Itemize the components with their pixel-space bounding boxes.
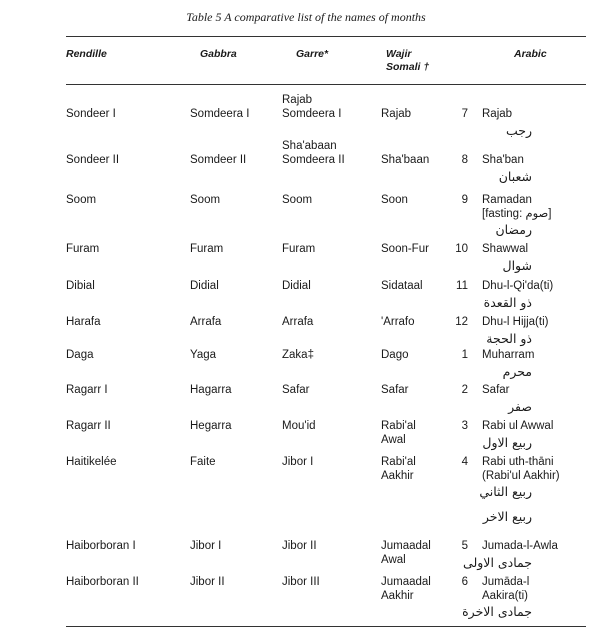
cell-gabbra xyxy=(190,456,216,470)
cell-arabic-line: Dhu-l-Qi'da(ti) xyxy=(482,280,554,292)
cell-wajir-somali xyxy=(381,456,416,483)
cell-arabic xyxy=(482,349,534,380)
cell-wajir-somali-line: Awal xyxy=(381,553,406,566)
cell-wajir-somali xyxy=(381,280,423,294)
cell-month-number xyxy=(448,108,468,122)
cell-garre-line: Mou'id xyxy=(282,420,316,432)
header-garre: Garre* xyxy=(296,48,329,60)
cell-rendille xyxy=(66,194,96,208)
cell-arabic xyxy=(479,456,560,525)
cell-arabic xyxy=(482,108,532,139)
cell-garre-line: Somdeera II xyxy=(282,153,345,166)
cell-rendille-line: Haitikelée xyxy=(66,456,117,468)
cell-month-number xyxy=(448,154,468,168)
cell-gabbra xyxy=(190,384,232,398)
cell-wajir-somali xyxy=(381,194,408,208)
cell-arabic-line: Dhu-l Hijja(ti) xyxy=(482,316,549,328)
cell-arabic-line: Rabi ul Awwal xyxy=(482,420,554,432)
cell-garre xyxy=(282,280,311,294)
cell-wajir-somali xyxy=(381,349,409,363)
cell-rendille-line: Soom xyxy=(66,194,97,206)
cell-gabbra-line: Arrafa xyxy=(190,316,222,328)
cell-arabic xyxy=(482,420,553,451)
header-arabic: Arabic xyxy=(514,48,547,60)
arabic-script-name: ذو الحجة xyxy=(486,330,532,346)
arabic-script-name: محرم xyxy=(502,363,532,379)
cell-rendille xyxy=(66,154,119,168)
cell-rendille-line: Sondeer II xyxy=(66,154,120,166)
cell-wajir-somali-line: 'Arrafo xyxy=(381,316,415,328)
cell-garre-line: Soom xyxy=(282,194,313,206)
cell-arabic-line: [fasting: صوم] xyxy=(482,207,552,220)
cell-arabic-line: Safar xyxy=(482,384,510,396)
cell-garre xyxy=(282,420,316,434)
cell-garre-line: Sha'abaan xyxy=(282,140,337,152)
cell-wajir-somali xyxy=(381,384,409,398)
cell-rendille xyxy=(66,384,108,398)
header-gabbra: Gabbra xyxy=(200,48,237,60)
arabic-script-name: رمضان xyxy=(495,222,532,237)
cell-month-number-line: 8 xyxy=(461,154,468,166)
cell-rendille-line: Ragarr I xyxy=(66,384,108,396)
cell-garre-line: Furam xyxy=(282,243,316,255)
cell-gabbra xyxy=(190,154,246,168)
cell-wajir-somali xyxy=(381,420,416,447)
cell-arabic-line: Aakira(ti) xyxy=(482,589,529,602)
cell-wajir-somali-line: Rajab xyxy=(381,108,412,120)
cell-month-number xyxy=(448,194,468,208)
arabic-script-name: ربيع الاول xyxy=(482,434,532,450)
cell-gabbra-line: Didial xyxy=(190,280,219,292)
cell-wajir-somali xyxy=(381,243,429,257)
cell-garre xyxy=(282,194,312,208)
cell-month-number-line: 11 xyxy=(456,280,468,292)
cell-garre xyxy=(282,349,314,363)
cell-wajir-somali xyxy=(381,108,411,122)
cell-garre xyxy=(282,540,317,554)
cell-rendille xyxy=(66,349,94,363)
cell-arabic-line: Muharram xyxy=(482,349,535,361)
arabic-script-name: صفر xyxy=(508,398,532,414)
cell-arabic xyxy=(482,280,553,311)
cell-rendille-line: Daga xyxy=(66,349,94,361)
cell-gabbra xyxy=(190,540,221,554)
cell-wajir-somali-line: Aakhir xyxy=(381,589,414,602)
cell-gabbra xyxy=(190,108,249,122)
cell-arabic-line: Jumada-l-Awla xyxy=(482,540,558,552)
cell-arabic xyxy=(482,194,552,238)
cell-wajir-somali-line: Soon xyxy=(381,194,408,206)
cell-month-number-line: 3 xyxy=(461,420,468,432)
cell-gabbra-line: Somdeer II xyxy=(190,154,247,166)
cell-rendille-line: Ragarr II xyxy=(66,420,111,432)
cell-wajir-somali-line: Jumaadal xyxy=(381,540,431,552)
cell-gabbra-line: Jibor I xyxy=(190,540,222,552)
cell-month-number xyxy=(448,576,468,590)
arabic-script-name: رجب xyxy=(505,122,532,138)
cell-gabbra xyxy=(190,243,223,257)
cell-rendille-line: Haiborboran I xyxy=(66,540,136,552)
cell-rendille xyxy=(66,280,95,294)
cell-arabic-line: Shawwal xyxy=(482,243,529,255)
header-rendille: Rendille xyxy=(66,48,107,60)
cell-arabic xyxy=(463,540,558,571)
cell-wajir-somali xyxy=(381,154,429,168)
header-rule xyxy=(66,84,586,85)
header-wajir-line1: Wajir xyxy=(386,48,412,60)
cell-wajir-somali-line: Aakhir xyxy=(381,469,414,482)
cell-rendille xyxy=(66,108,116,122)
cell-wajir-somali-line: Dago xyxy=(381,349,409,361)
cell-garre xyxy=(282,316,313,330)
cell-gabbra-line: Yaga xyxy=(190,349,217,361)
cell-rendille-line: Furam xyxy=(66,243,100,255)
arabic-script-name: ذو القعدة xyxy=(483,294,532,310)
cell-gabbra-line: Jibor II xyxy=(190,576,225,588)
cell-month-number-line: 12 xyxy=(455,316,468,328)
cell-gabbra xyxy=(190,576,225,590)
cell-month-number xyxy=(448,316,468,330)
cell-arabic-line: Rajab xyxy=(482,108,513,120)
cell-month-number-line: 6 xyxy=(461,576,468,588)
cell-rendille xyxy=(66,456,117,470)
cell-garre-line: Arrafa xyxy=(282,316,314,328)
cell-garre xyxy=(282,243,315,257)
cell-garre-line: Somdeera I xyxy=(282,107,342,120)
header-wajir-line2: Somali † xyxy=(386,61,430,73)
cell-gabbra-line: Hegarra xyxy=(190,420,232,432)
cell-garre-line: Safar xyxy=(282,384,310,396)
cell-month-number xyxy=(448,456,468,470)
cell-wajir-somali-line: Jumaadal xyxy=(381,576,431,588)
cell-month-number-line: 2 xyxy=(461,384,468,396)
cell-gabbra-line: Furam xyxy=(190,243,224,255)
arabic-script-name: جمادى الاولى xyxy=(463,554,532,570)
arabic-script-name: ربيع الاخر xyxy=(482,509,532,524)
cell-month-number-line: 1 xyxy=(461,349,468,361)
cell-arabic-line: Ramadan xyxy=(482,194,532,206)
header-wajir-somali xyxy=(386,48,429,74)
cell-rendille xyxy=(66,243,99,257)
arabic-script-name: شوال xyxy=(502,257,532,273)
cell-garre xyxy=(282,140,345,167)
cell-gabbra xyxy=(190,420,232,434)
cell-gabbra xyxy=(190,349,216,363)
cell-gabbra-line: Faite xyxy=(190,456,216,468)
cell-gabbra xyxy=(190,194,220,208)
cell-arabic-line: (Rabi'ul Aakhir) xyxy=(482,469,560,482)
cell-garre-line: Jibor II xyxy=(282,540,317,552)
cell-month-number-line: 5 xyxy=(461,540,468,552)
cell-gabbra-line: Hagarra xyxy=(190,384,232,396)
bottom-rule xyxy=(66,626,586,627)
cell-wajir-somali-line: Rabi'al xyxy=(381,420,416,432)
cell-rendille-line: Dibial xyxy=(66,280,95,292)
cell-garre-line: Didial xyxy=(282,280,311,292)
cell-wajir-somali xyxy=(381,576,431,603)
cell-rendille xyxy=(66,316,101,330)
cell-wajir-somali-line: Safar xyxy=(381,384,409,396)
cell-rendille-line: Sondeer I xyxy=(66,108,116,120)
cell-garre xyxy=(282,576,320,590)
cell-garre xyxy=(282,384,310,398)
cell-rendille xyxy=(66,576,139,590)
cell-month-number xyxy=(448,349,468,363)
cell-rendille xyxy=(66,420,111,434)
cell-month-number xyxy=(448,540,468,554)
cell-gabbra-line: Somdeera I xyxy=(190,108,250,120)
cell-garre-line: Jibor I xyxy=(282,456,314,468)
cell-month-number-line: 9 xyxy=(461,194,468,206)
cell-month-number xyxy=(448,420,468,434)
arabic-script-name: جمادى الاخرة xyxy=(462,604,532,619)
cell-wajir-somali-line: Soon-Fur xyxy=(381,243,429,255)
cell-arabic xyxy=(462,576,532,620)
top-rule xyxy=(66,36,586,37)
cell-arabic-line: Sha'ban xyxy=(482,154,524,166)
cell-rendille-line: Haiborboran II xyxy=(66,576,139,588)
table-caption: Table 5 A comparative list of the names of months xyxy=(186,10,426,24)
cell-wajir-somali xyxy=(381,540,431,567)
cell-wajir-somali-line: Sidataal xyxy=(381,280,423,292)
cell-month-number xyxy=(448,280,468,294)
cell-gabbra xyxy=(190,280,219,294)
cell-arabic xyxy=(482,243,532,274)
cell-wajir-somali xyxy=(381,316,415,330)
cell-garre-line: Zaka‡ xyxy=(282,349,314,361)
cell-month-number-line: 4 xyxy=(461,456,468,468)
cell-arabic xyxy=(482,384,532,415)
cell-arabic xyxy=(482,316,548,347)
cell-gabbra-line: Soom xyxy=(190,194,221,206)
cell-wajir-somali-line: Awal xyxy=(381,433,406,446)
cell-gabbra xyxy=(190,316,221,330)
cell-rendille-line: Harafa xyxy=(66,316,101,328)
cell-garre-line: Jibor III xyxy=(282,576,320,588)
cell-wajir-somali-line: Sha'baan xyxy=(381,154,430,166)
cell-month-number xyxy=(448,384,468,398)
cell-garre xyxy=(282,94,341,121)
cell-month-number xyxy=(448,243,468,257)
cell-garre-line: Rajab xyxy=(282,94,313,106)
arabic-script-name: ربيع الثاني xyxy=(479,484,532,499)
cell-garre xyxy=(282,456,313,470)
cell-arabic-line: Rabi uth-thāni xyxy=(482,456,554,468)
arabic-script-name: شعبان xyxy=(498,168,532,184)
cell-month-number-line: 7 xyxy=(461,108,468,120)
cell-arabic xyxy=(482,154,532,185)
cell-arabic-line: Jumāda-l xyxy=(482,576,530,588)
cell-wajir-somali-line: Rabi'al xyxy=(381,456,416,468)
cell-month-number-line: 10 xyxy=(455,243,468,255)
cell-rendille xyxy=(66,540,136,554)
